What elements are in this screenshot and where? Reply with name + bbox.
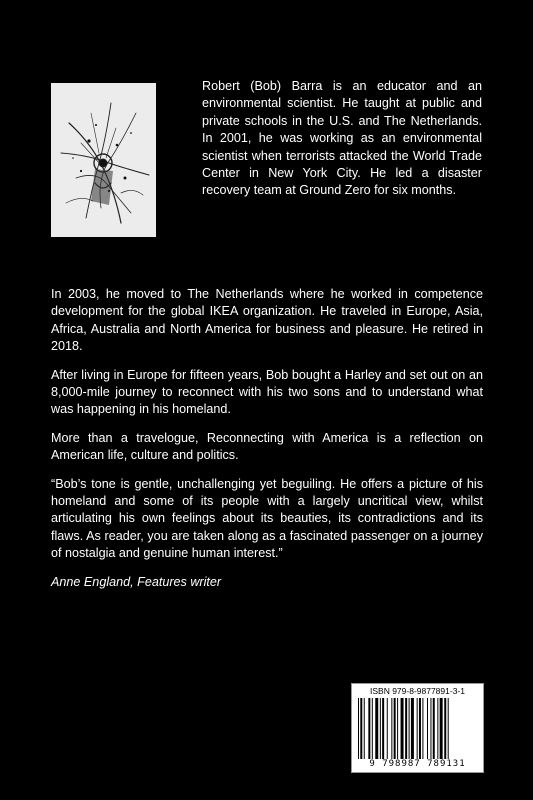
review-quote: “Bob’s tone is gentle, unchallenging yet beguiling. He offers a picture of his homeland and some of its people with a largely uncritical view, whilst articulating his own feelings about its beauties, its contradictions and its flaws. As reader, you are taken along as a fascinated passenger on a journey of nostalgia and genuine human interest.” bbox=[51, 476, 483, 561]
isbn-label: ISBN 979-8-9877891-3-1 bbox=[370, 686, 465, 696]
author-bio: Robert (Bob) Barra is an educator and an environmental scientist. He taught at public and private schools in the U.S. and The Netherlands. In 2001, he was working as an environmental scientist when terrorists attacked the World Trade Center in New York City. He led a disaster recovery team at Ground Zero for six months. bbox=[202, 79, 482, 198]
barcode-icon bbox=[356, 698, 479, 759]
abstract-ink-artwork-icon bbox=[51, 83, 156, 237]
barcode-digits: 9 798987 789131 bbox=[369, 759, 466, 769]
isbn-barcode-block bbox=[351, 683, 484, 773]
description-paragraph: More than a travelogue, Reconnecting with America is a reflection on American life, culture and politics. bbox=[51, 430, 483, 463]
review-attribution: Anne England, Features writer bbox=[51, 574, 222, 589]
description-paragraph: After living in Europe for fifteen years, Bob bought a Harley and set out on an 8,000-mile journey to reconnect with his two sons and to understand what was happening in his homeland. bbox=[51, 367, 483, 417]
description-paragraph: In 2003, he moved to The Netherlands where he worked in competence development for the global IKEA organization. He traveled in Europe, Asia, Africa, Australia and North America for business and pleasure. He retired in 2018. bbox=[51, 287, 483, 354]
book-description bbox=[51, 286, 483, 602]
